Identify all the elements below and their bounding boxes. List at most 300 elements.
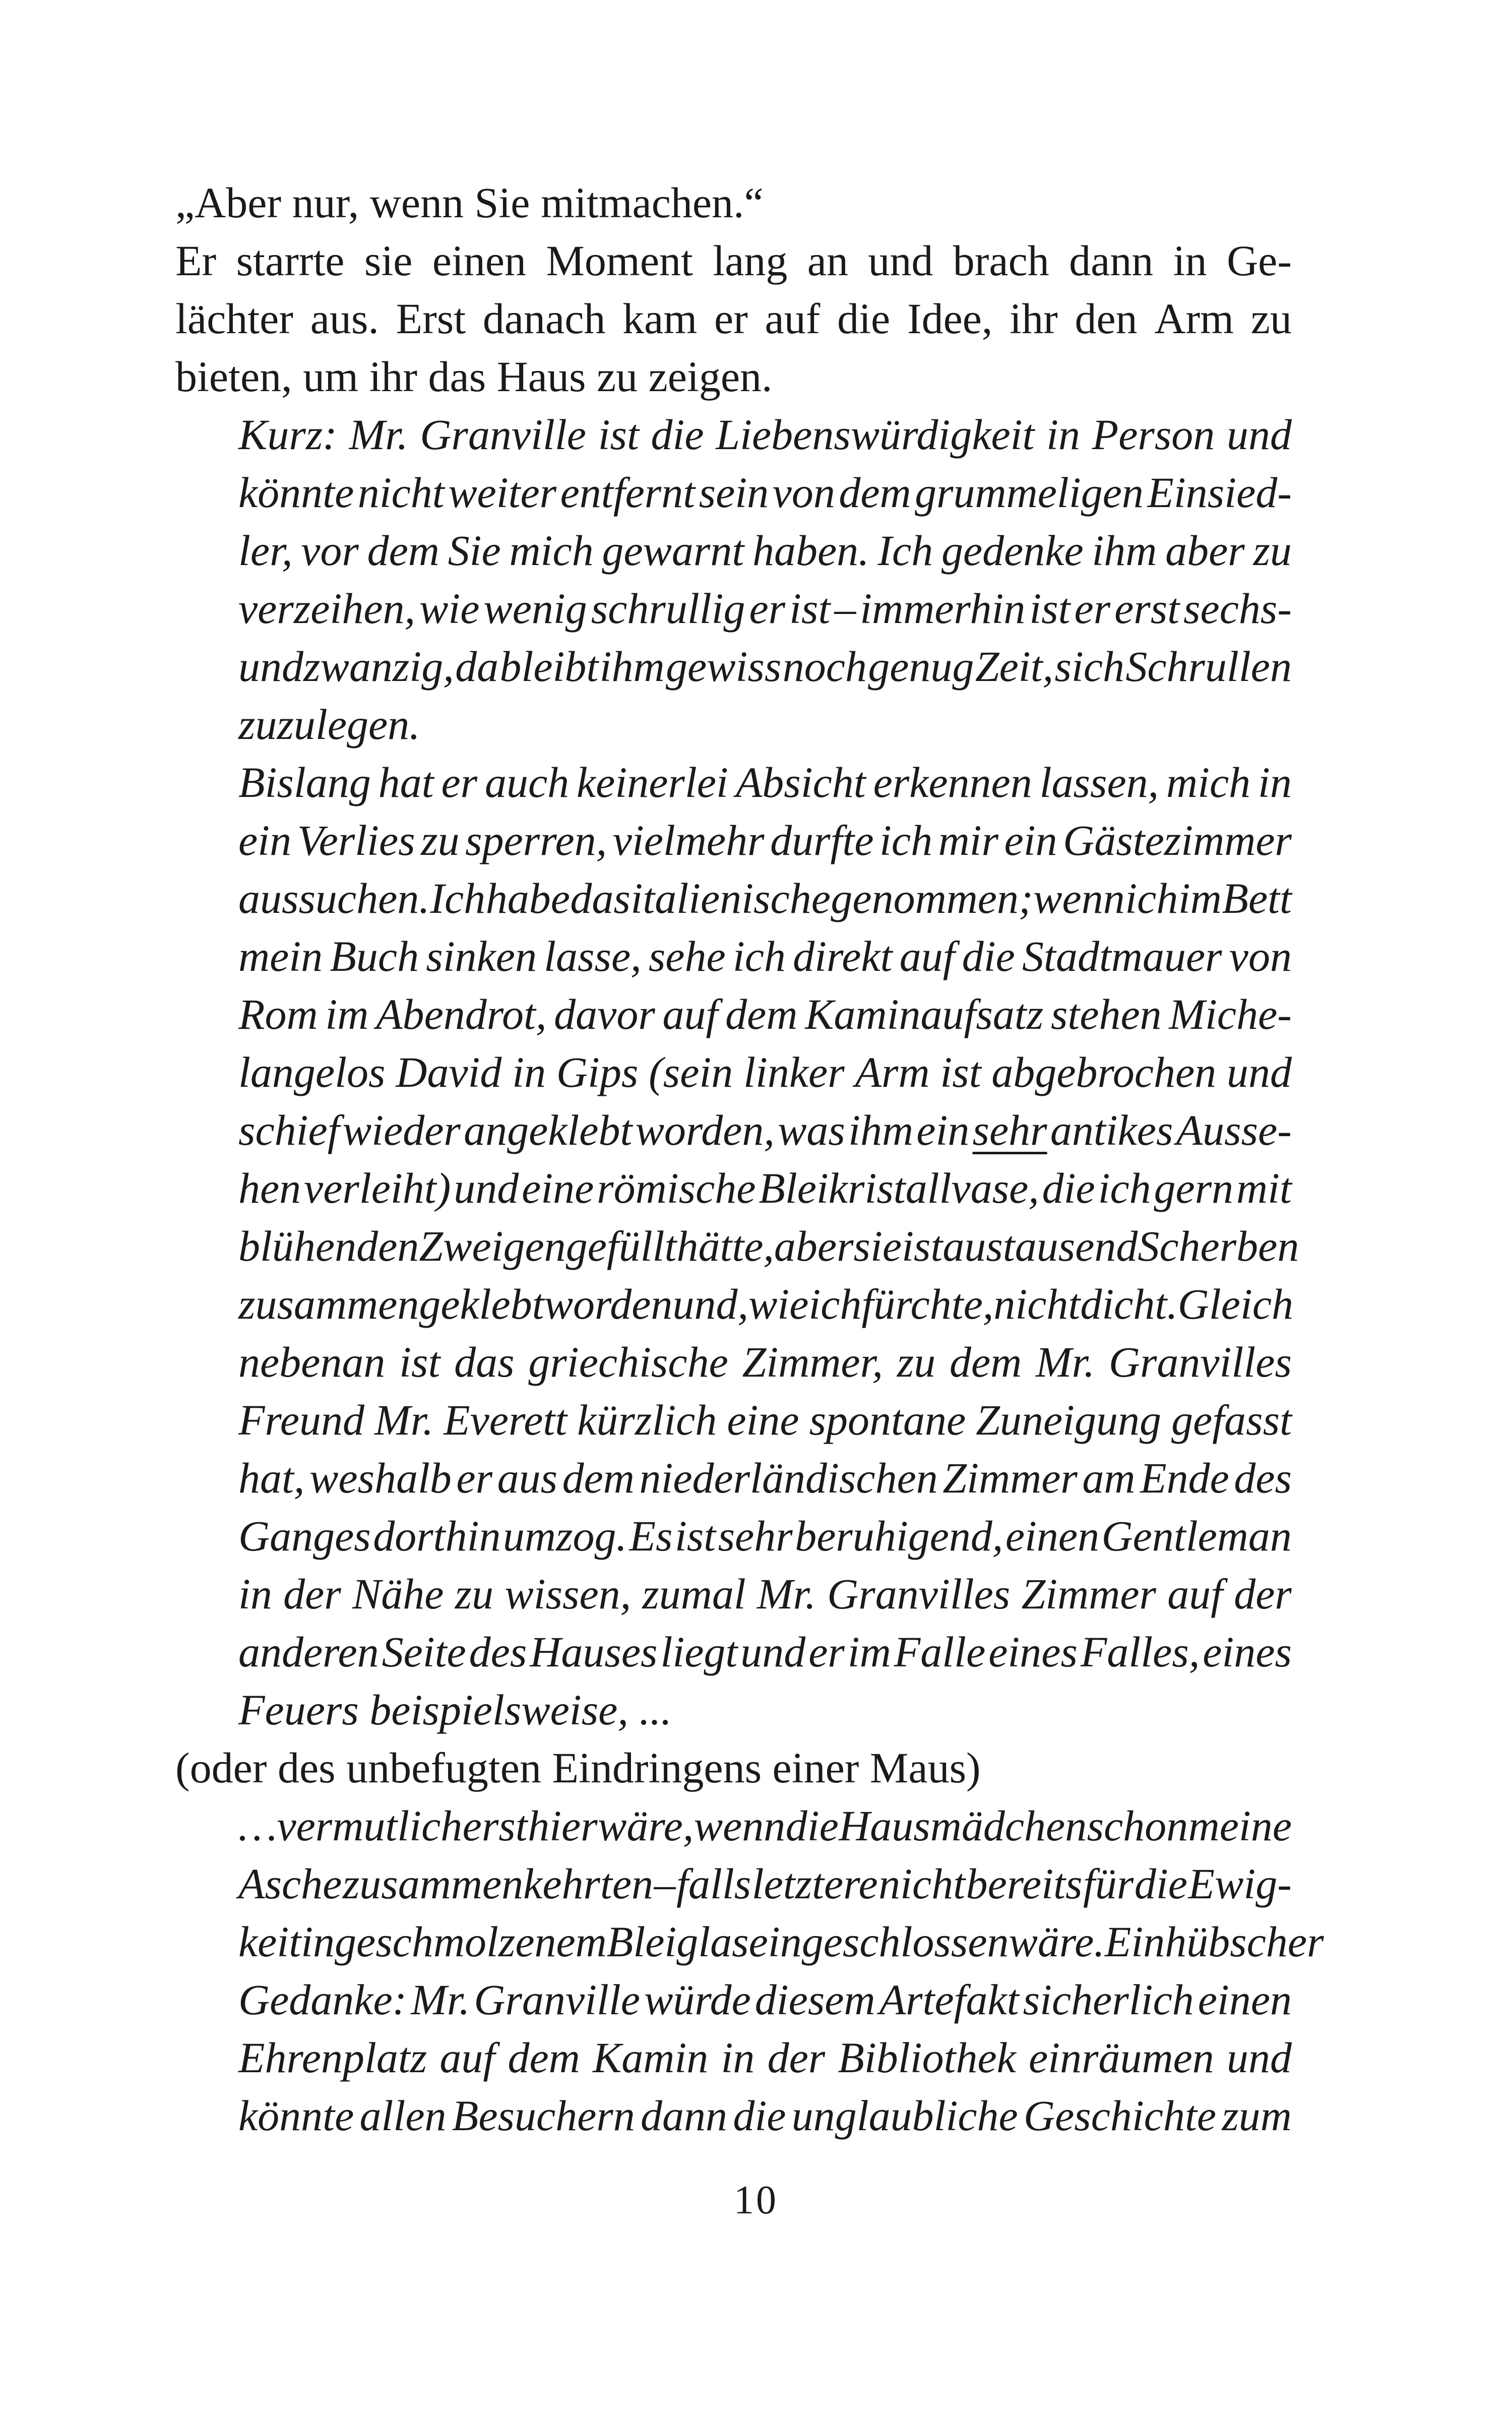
word: wäre, (598, 1802, 694, 1850)
word: direkt (793, 932, 893, 980)
word: Einsied- (1147, 468, 1292, 517)
text-line-content (238, 2087, 1292, 2145)
word: weshalb (309, 1454, 452, 1502)
word: zusammengeklebt (238, 1280, 544, 1328)
word: die (733, 2091, 786, 2140)
word: sein (699, 468, 769, 517)
letter-text-line (175, 1971, 1292, 2029)
word: zu (1250, 294, 1292, 343)
word: Granville (474, 1975, 640, 2024)
word: grummeligen (915, 468, 1144, 517)
text-line-content (238, 1913, 1324, 1971)
word: zusammenkehrten (342, 1860, 654, 1908)
word: niederländischen (639, 1454, 938, 1502)
word: wieder (342, 1106, 461, 1154)
word: ein (1004, 816, 1057, 864)
word: entfernt (560, 468, 696, 517)
body-text (175, 174, 1324, 2145)
word: in (1173, 236, 1207, 285)
word: anderen (238, 1628, 379, 1676)
word: zumal (642, 1570, 746, 1618)
word: zum (1222, 2091, 1292, 2140)
word: liegt (660, 1628, 738, 1676)
word: dem (367, 526, 439, 575)
word: auf (439, 2033, 495, 2082)
word: antikes (1050, 1106, 1173, 1154)
word: umzog. (502, 1512, 627, 1560)
word: ist (940, 1048, 981, 1096)
word: und (1226, 2033, 1292, 2082)
word: Mr. (1036, 1338, 1095, 1386)
word: Granville (420, 410, 586, 459)
word: auf (1167, 1570, 1223, 1618)
word: Sie (448, 526, 501, 575)
word: Kurz: (238, 410, 337, 459)
word: – (834, 584, 856, 633)
word: Miche- (1169, 990, 1292, 1038)
word: und (740, 1628, 806, 1676)
letter-text-line (175, 2029, 1292, 2087)
word: dem (508, 2033, 580, 2082)
word: italienische (631, 874, 831, 922)
word: dicht. (1080, 1280, 1178, 1328)
word: langelos (238, 1048, 386, 1096)
word: sinken (426, 932, 537, 980)
word: Granvilles (827, 1570, 1011, 1618)
word: noch (782, 642, 867, 691)
word: gedenke (941, 526, 1084, 575)
text-line-content (238, 1449, 1292, 1507)
word: er (714, 294, 748, 343)
word: Person (1092, 410, 1215, 459)
text-line-content (238, 1507, 1292, 1565)
text-line-content (175, 1739, 1292, 1797)
word: einräumen (1029, 2033, 1214, 2082)
word: auf (765, 294, 821, 343)
word: ich (879, 816, 933, 864)
text-line-content (175, 232, 1292, 290)
word: lächter (175, 294, 293, 343)
word: wenn (694, 1802, 786, 1850)
word: erst (462, 1802, 528, 1850)
word: ihm (848, 1106, 914, 1154)
narrative-text-line (175, 348, 1292, 406)
word: ist (598, 410, 639, 459)
underlined-word: sehr (972, 1106, 1047, 1154)
word: Gips (556, 1048, 639, 1096)
word: bereits (966, 1860, 1083, 1908)
word: sicherlich (1023, 1975, 1194, 2024)
word: vielmehr (612, 816, 765, 864)
word: in (1046, 410, 1081, 459)
word: brach (953, 236, 1049, 285)
word: tausend (1002, 1222, 1138, 1270)
word: danach (482, 294, 606, 343)
letter-text-line (175, 2087, 1292, 2145)
word: und, (672, 1280, 748, 1328)
word: hübscher (1165, 1917, 1324, 1966)
word: Falles, (1080, 1628, 1200, 1676)
word: Ge- (1227, 236, 1292, 285)
word: die (1042, 1164, 1095, 1212)
word: Geschichte (1024, 2091, 1217, 2140)
word: Zimmer (1021, 1570, 1157, 1618)
word: Ende (1140, 1454, 1229, 1502)
letter-text-line (175, 1391, 1292, 1449)
narrative-text-line (175, 290, 1292, 348)
word: hier (528, 1802, 598, 1850)
text-line-content (238, 1043, 1292, 1101)
word: Bett (1222, 874, 1292, 922)
letter-text-line (175, 1159, 1292, 1217)
word: dann (641, 2091, 728, 2140)
word: Bislang (238, 758, 371, 807)
word: Artefakt (879, 1975, 1019, 2024)
word: am (1082, 1454, 1136, 1502)
word: dem (562, 1454, 635, 1502)
word: im (847, 1628, 891, 1676)
text-line-content (238, 754, 1292, 812)
word: Hausmädchen (839, 1802, 1087, 1850)
word: ein (916, 1106, 970, 1154)
word: einen (432, 236, 527, 285)
word: Hauses (530, 1628, 658, 1676)
word: im (325, 990, 369, 1038)
word: Erst (396, 294, 466, 343)
narrative-text-line (175, 232, 1292, 290)
word: falls (676, 1860, 751, 1908)
word: hen (238, 1164, 301, 1212)
text-span: „Aber nur, wenn Sie mitmachen.“ (175, 178, 764, 227)
text-line-content (238, 1565, 1292, 1623)
word: Ausse- (1176, 1106, 1292, 1154)
word: eines (988, 1628, 1078, 1676)
word: ein (238, 816, 292, 864)
word: und (868, 236, 933, 285)
word: Freund (238, 1396, 364, 1444)
word: davor (554, 990, 655, 1038)
word: abgebrochen (991, 1048, 1217, 1096)
text-line-content (238, 1391, 1292, 1449)
narrative-text-line (175, 1739, 1292, 1797)
page-number: 10 (734, 2178, 778, 2222)
text-line-content (238, 522, 1292, 580)
word: unglaubliche (791, 2091, 1018, 2140)
word: Er (175, 236, 217, 285)
word: die (785, 1802, 839, 1850)
letter-text-line (175, 1101, 1292, 1159)
letter-text-line (175, 522, 1292, 580)
word: Gentleman (1101, 1512, 1292, 1560)
word: wenn (1033, 874, 1125, 922)
word: kam (622, 294, 698, 343)
letter-text-line (175, 1681, 1292, 1739)
word: ler, (238, 526, 293, 575)
word: Scherben (1138, 1222, 1299, 1270)
word: sechs- (1183, 584, 1292, 633)
narrative-text-line (175, 174, 1292, 232)
word: zu (421, 816, 460, 864)
word: könnte (238, 2091, 354, 2140)
word: David (396, 1048, 502, 1096)
word: könnte (238, 468, 354, 517)
word: beruhigend, (795, 1512, 1003, 1560)
word: mich (1166, 758, 1251, 807)
word: Rom (238, 990, 318, 1038)
word: wissen, (505, 1570, 632, 1618)
word: gefasst (1171, 1396, 1292, 1444)
letter-text-line (175, 1043, 1292, 1101)
text-span: zuzulegen. (238, 700, 420, 749)
word: mein (238, 932, 323, 980)
word: in (238, 1570, 272, 1618)
word: keit (238, 1917, 301, 1966)
word: Mr. (411, 1975, 470, 2024)
word: worden (544, 1280, 673, 1328)
word: wie (419, 584, 480, 633)
word: durfte (770, 816, 874, 864)
word: Ehrenplatz (238, 2033, 427, 2082)
word: ihm (1092, 526, 1157, 575)
letter-text-line (175, 1449, 1292, 1507)
word: mich (509, 526, 594, 575)
word: nicht (878, 1860, 966, 1908)
word: aus. (310, 294, 379, 343)
text-line-content (175, 174, 1292, 232)
word: einen (1005, 1512, 1100, 1560)
text-line-content (238, 1855, 1292, 1913)
letter-text-line (175, 580, 1292, 638)
word: (sein (649, 1048, 733, 1096)
word: hat (378, 758, 434, 807)
word: das (454, 1338, 515, 1386)
word: Seite (382, 1628, 466, 1676)
word: lasse, (544, 932, 642, 980)
word: blühenden (238, 1222, 419, 1270)
letter-text-line (175, 1797, 1292, 1855)
word: zu (455, 1570, 494, 1618)
word: Zimmer, (742, 1338, 884, 1386)
word: sehr (718, 1512, 793, 1560)
word: im (1178, 874, 1222, 922)
word: Arm (855, 1048, 930, 1096)
word: genommen; (831, 874, 1033, 922)
text-line-content (238, 1797, 1292, 1855)
text-line-content (238, 985, 1292, 1043)
word: spontane (809, 1396, 966, 1444)
word: Everett (444, 1396, 568, 1444)
word: bleibt (499, 642, 599, 691)
word: des (469, 1628, 527, 1676)
word: schon (1087, 1802, 1188, 1850)
text-span: (oder des unbefugten Eindringens einer Maus) (175, 1744, 981, 1792)
word: eine (522, 1164, 594, 1212)
word: immerhin (860, 584, 1026, 633)
letter-text-line (175, 870, 1292, 927)
text-line-content (238, 1333, 1292, 1391)
word: die (1134, 1860, 1187, 1908)
word: Ich (430, 874, 486, 922)
word: erkennen (873, 758, 1032, 807)
word: linker (743, 1048, 845, 1096)
word: keinerlei (577, 758, 728, 807)
word: ich (1125, 874, 1178, 922)
word: sie (853, 1222, 902, 1270)
text-line-content (238, 1681, 1292, 1739)
text-span: bieten, um ihr das Haus zu zeigen. (175, 352, 773, 401)
word: eingeschlossen (748, 1917, 1009, 1966)
word: Buch (330, 932, 419, 980)
word: – (654, 1860, 676, 1908)
word: letztere (751, 1860, 878, 1908)
word: ich (808, 1280, 862, 1328)
word: habe (485, 874, 570, 922)
word: in (301, 1917, 335, 1966)
word: wie (748, 1280, 809, 1328)
word: griechische (528, 1338, 728, 1386)
letter-text-line (175, 1217, 1299, 1275)
word: Asche (238, 1860, 342, 1908)
word: er (456, 1454, 493, 1502)
word: dem (950, 1338, 1022, 1386)
word: Mr. (757, 1570, 816, 1618)
word: verleiht) (304, 1164, 451, 1212)
word: ist (902, 1222, 943, 1270)
word: vor (301, 526, 359, 575)
text-line-content (175, 290, 1292, 348)
word: und (1226, 1048, 1292, 1096)
letter-text-line (175, 696, 1292, 754)
word: Besuchern (452, 2091, 635, 2140)
text-line-content (238, 580, 1292, 638)
word: für (1083, 1860, 1134, 1908)
word: diesem (754, 1975, 875, 2024)
text-line-content (238, 1217, 1299, 1275)
word: Ganges (238, 1512, 371, 1560)
word: angeklebt (464, 1106, 633, 1154)
text-line-content (238, 812, 1292, 870)
word: römische (597, 1164, 756, 1212)
text-line-content (238, 696, 1292, 754)
word: gern (1154, 1164, 1234, 1212)
word: die (837, 294, 891, 343)
letter-text-line (175, 1855, 1292, 1913)
word: sie (364, 236, 413, 285)
word: in (721, 2033, 755, 2082)
word: und (1226, 410, 1292, 459)
word: ich (732, 932, 786, 980)
word: Arm (1154, 294, 1234, 343)
text-span: Feuers beispielsweise, ... (238, 1686, 672, 1734)
word: erst (1114, 584, 1180, 633)
word: Idee, (907, 294, 993, 343)
word: ihr (1010, 294, 1058, 343)
word: auf (899, 932, 955, 980)
word: in (1258, 758, 1292, 807)
letter-text-line (175, 754, 1292, 812)
text-line-content (238, 638, 1292, 696)
word: der (1234, 1570, 1292, 1618)
word: nebenan (238, 1338, 386, 1386)
word: Zeit, (975, 642, 1054, 691)
word: ist (789, 584, 831, 633)
letter-text-line (175, 1913, 1324, 1971)
word: Gleich (1177, 1280, 1294, 1328)
word: Mr. (349, 410, 408, 459)
word: kürzlich (577, 1396, 717, 1444)
word: Zimmer (942, 1454, 1078, 1502)
word: Kamin (592, 2033, 709, 2082)
letter-text-line (175, 1623, 1292, 1681)
letter-text-line (175, 1333, 1292, 1391)
word: ist (674, 1512, 716, 1560)
word: ist (1029, 584, 1070, 633)
word: er (441, 758, 478, 807)
word: dorthin (373, 1512, 501, 1560)
word: weiter (448, 468, 557, 517)
text-line-content (238, 1971, 1292, 2029)
word: Bleikristallvase, (759, 1164, 1039, 1212)
letter-text-line (175, 464, 1292, 522)
word: schief (238, 1106, 340, 1154)
text-line-content (238, 1623, 1292, 1681)
word: die (962, 932, 1015, 980)
word: haben. (752, 526, 869, 575)
word: von (772, 468, 835, 517)
word: Absicht (735, 758, 866, 807)
letter-text-line (175, 927, 1292, 985)
word: stehen (1050, 990, 1162, 1038)
word: undzwanzig, (238, 642, 454, 691)
word: er (749, 584, 786, 633)
word: wenig (483, 584, 587, 633)
word: aber (774, 1222, 854, 1270)
word: aussuchen. (238, 874, 430, 922)
word: Ewig- (1188, 1860, 1292, 1908)
word: von (1229, 932, 1292, 980)
word: sich (1054, 642, 1124, 691)
word: allen (359, 2091, 447, 2140)
word: lassen, (1039, 758, 1159, 807)
word: meine (1188, 1802, 1292, 1850)
word: ist (399, 1338, 440, 1386)
word: Mr. (374, 1396, 434, 1444)
word: fürchte, (861, 1280, 994, 1328)
letter-text-line (175, 638, 1292, 696)
word: dann (1069, 236, 1154, 285)
word: Stadtmauer (1022, 932, 1222, 980)
word: ihm (599, 642, 665, 691)
word: in (512, 1048, 546, 1096)
word: genug (868, 642, 974, 691)
word: Es (629, 1512, 673, 1560)
word: aus (497, 1454, 558, 1502)
letter-text-line (175, 1565, 1292, 1623)
word: Falle (894, 1628, 986, 1676)
word: dem (839, 468, 911, 517)
word: verzeihen, (238, 584, 416, 633)
word: zu (1253, 526, 1292, 575)
text-line-content (238, 1159, 1292, 1217)
word: Verlies (297, 816, 415, 864)
word: das (570, 874, 631, 922)
letter-text-line (175, 1507, 1292, 1565)
word: nicht (357, 468, 445, 517)
word: sehe (648, 932, 726, 980)
word: Zuneigung (976, 1396, 1162, 1444)
word: des (1234, 1454, 1292, 1502)
word: gefüllt (565, 1222, 677, 1270)
